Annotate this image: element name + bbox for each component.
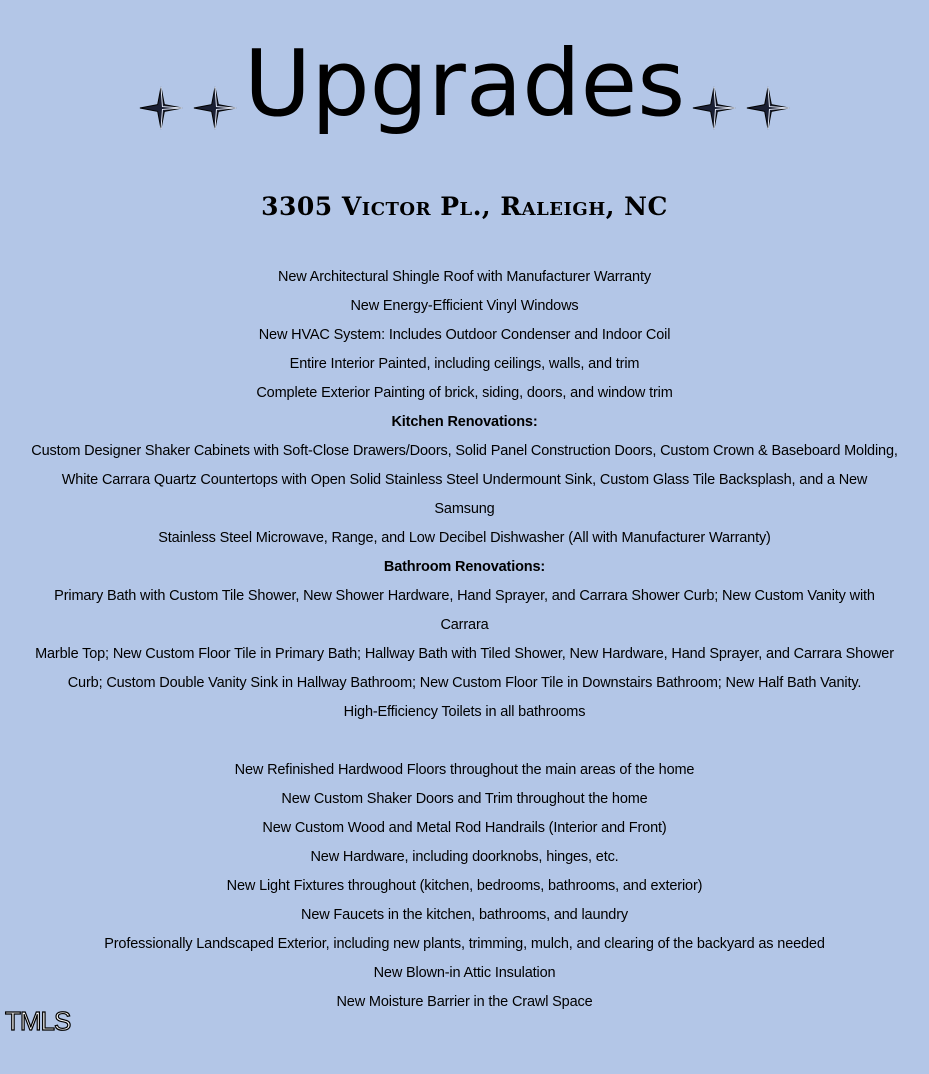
list-item: New Light Fixtures throughout (kitchen, bedrooms, bathrooms, and exterior) xyxy=(226,878,703,894)
bathroom-line: Marble Top; New Custom Floor Tile in Primary Bath; Hallway Bath with Tiled Shower, New Hardware, Hand Sprayer, and Carrara Shower xyxy=(35,646,894,662)
four-point-star-icon xyxy=(138,85,184,131)
list-item: New Custom Wood and Metal Rod Handrails (Interior and Front) xyxy=(262,820,667,836)
upgrades-list xyxy=(30,263,899,1017)
list-item: New Blown-in Attic Insulation xyxy=(373,965,556,981)
four-point-star-icon xyxy=(192,85,238,131)
kitchen-heading: Kitchen Renovations: xyxy=(391,414,538,430)
list-item: Entire Interior Painted, including ceilings, walls, and trim xyxy=(289,356,640,372)
list-item: New Energy-Efficient Vinyl Windows xyxy=(350,298,579,314)
right-stars xyxy=(691,85,791,131)
property-address: 3305 Victor Pl., Raleigh, NC xyxy=(261,192,668,221)
list-item: Professionally Landscaped Exterior, including new plants, trimming, mulch, and clearing of the backyard as needed xyxy=(104,936,825,952)
list-item: New Moisture Barrier in the Crawl Space xyxy=(336,994,593,1010)
four-point-star-icon xyxy=(745,85,791,131)
list-item: Complete Exterior Painting of brick, siding, doors, and window trim xyxy=(256,385,673,401)
left-stars xyxy=(138,85,238,131)
tmls-watermark: TMLS xyxy=(5,1006,71,1036)
list-item: New Faucets in the kitchen, bathrooms, and laundry xyxy=(301,907,628,923)
bathroom-line: Primary Bath with Custom Tile Shower, New Shower Hardware, Hand Sprayer, and Carrara Shower Curb; New Custom Vanity with Carrara xyxy=(54,588,875,633)
four-point-star-icon xyxy=(691,85,737,131)
kitchen-line: Stainless Steel Microwave, Range, and Low Decibel Dishwasher (All with Manufacturer Warranty) xyxy=(158,530,771,546)
list-item: New Custom Shaker Doors and Trim throughout the home xyxy=(281,791,648,807)
page-title: Upgrades xyxy=(243,30,686,137)
list-item: New Refinished Hardwood Floors throughout the main areas of the home xyxy=(234,762,695,778)
bathroom-line: Curb; Custom Double Vanity Sink in Hallway Bathroom; New Custom Floor Tile in Downstairs Bathroom; New Half Bath Vanity. xyxy=(67,675,862,691)
list-item: New Hardware, including doorknobs, hinges, etc. xyxy=(310,849,619,865)
bathroom-line: High-Efficiency Toilets in all bathrooms xyxy=(343,704,586,720)
kitchen-line: Custom Designer Shaker Cabinets with Soft-Close Drawers/Doors, Solid Panel Construction Doors, Custom Crown & Baseboard Molding, xyxy=(31,443,898,459)
kitchen-line: White Carrara Quartz Countertops with Open Solid Stainless Steel Undermount Sink, Custom Glass Tile Backsplash, and a New Samsung xyxy=(61,472,868,517)
spacer xyxy=(30,727,899,756)
bathroom-heading: Bathroom Renovations: xyxy=(383,559,546,575)
list-item: New Architectural Shingle Roof with Manufacturer Warranty xyxy=(278,269,651,285)
list-item: New HVAC System: Includes Outdoor Condenser and Indoor Coil xyxy=(258,327,671,343)
title-row xyxy=(0,30,929,150)
